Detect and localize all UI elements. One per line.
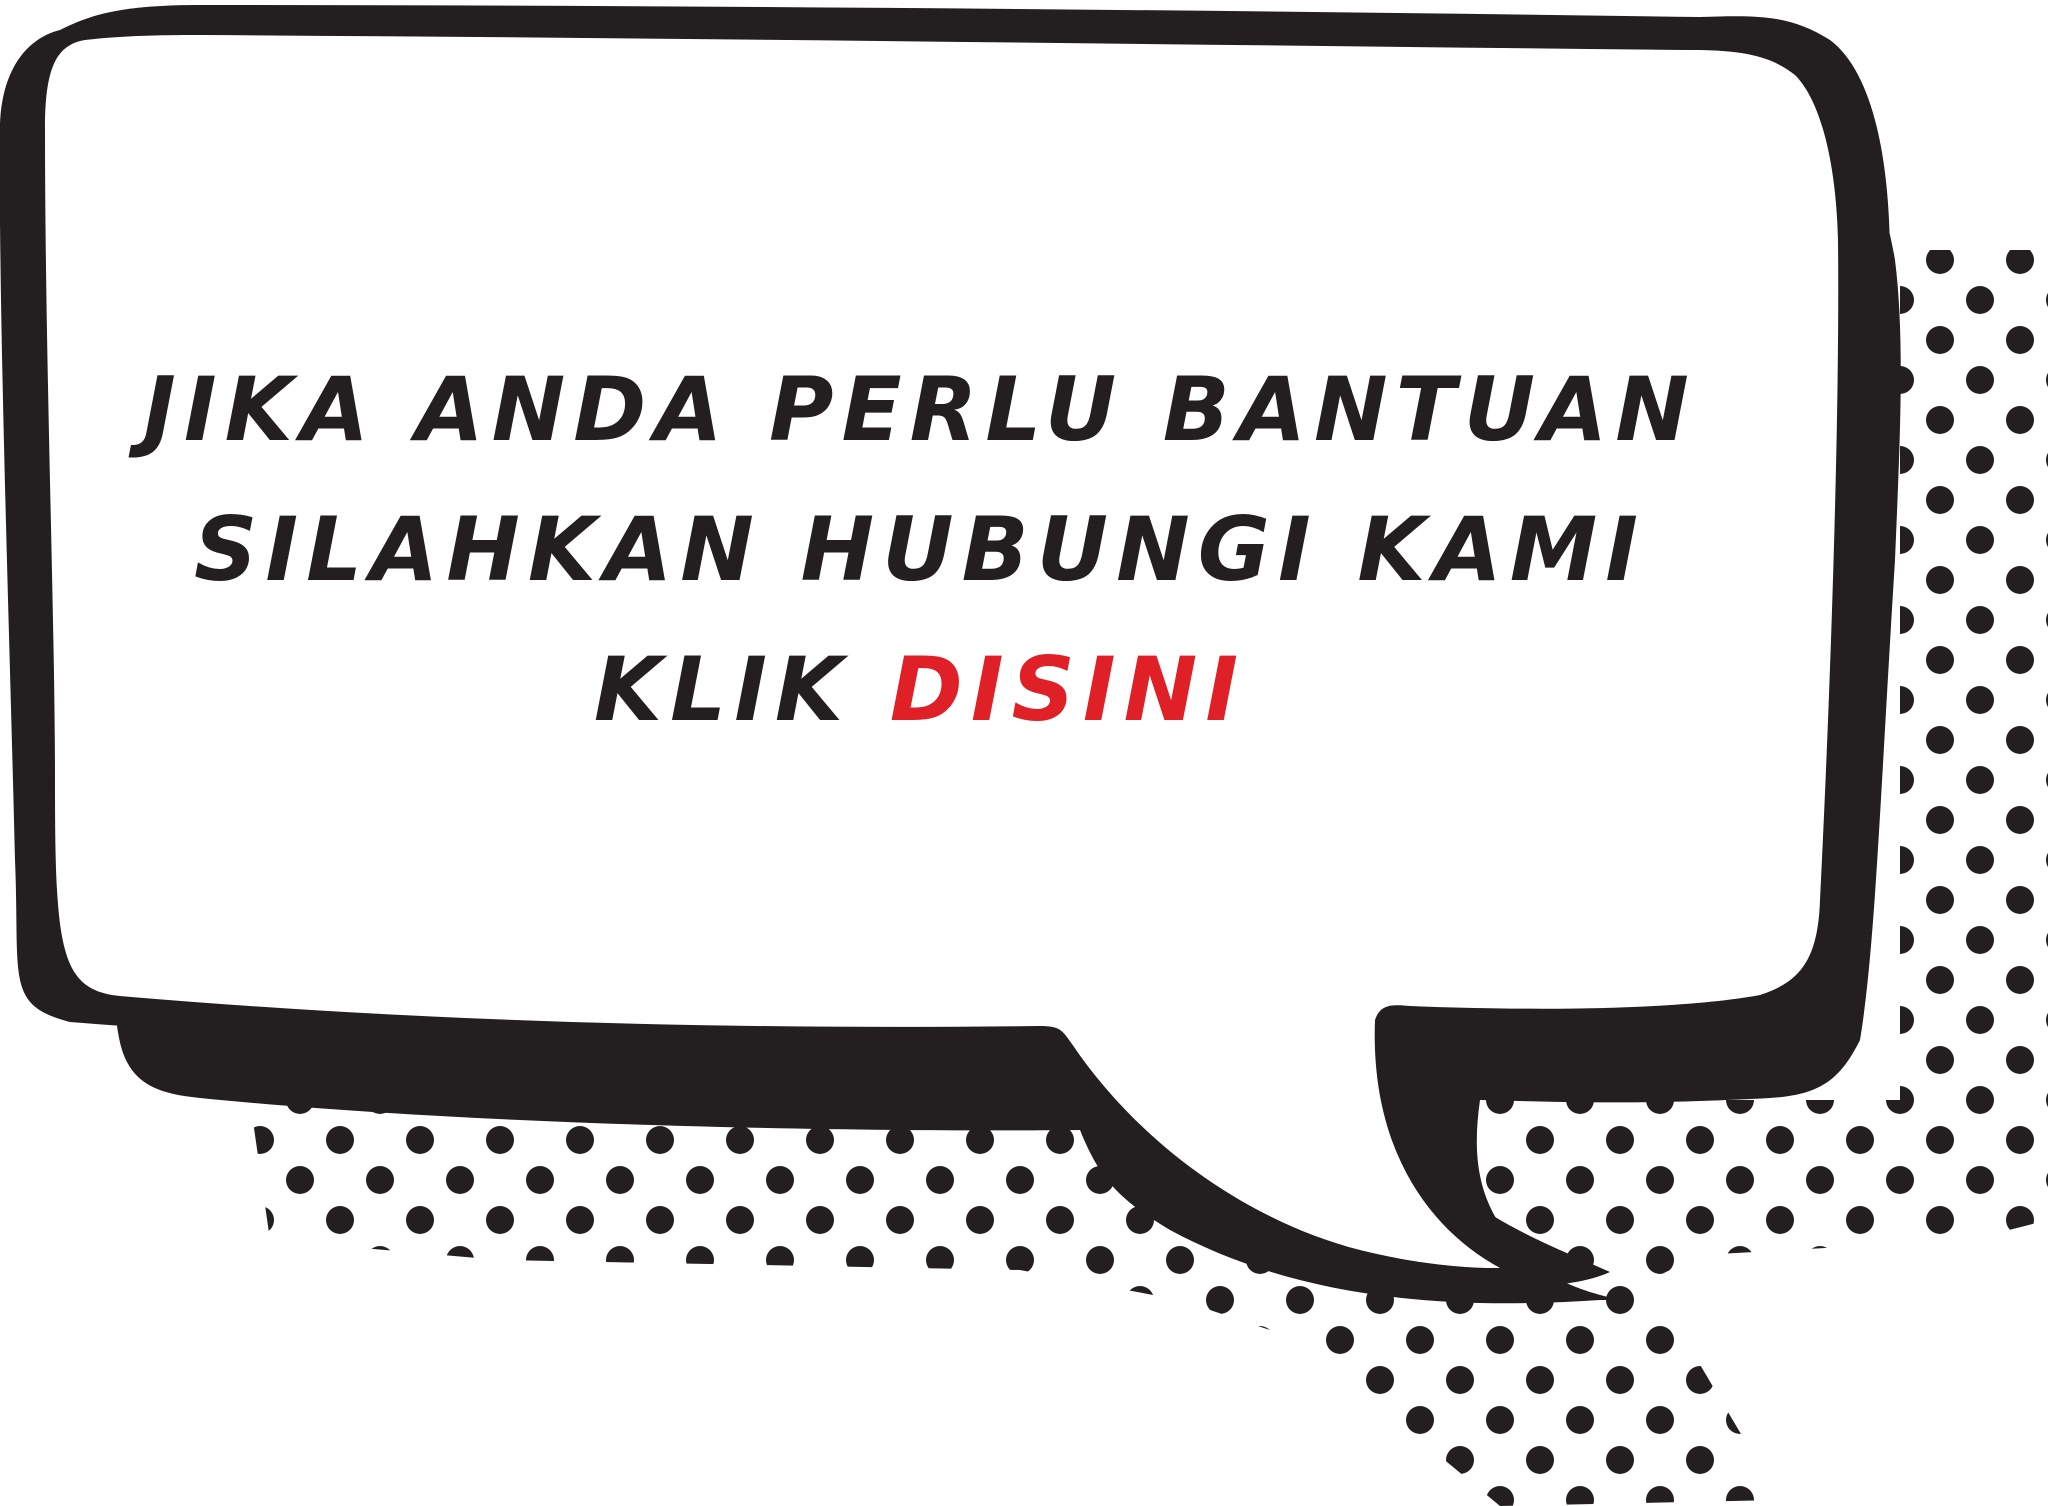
click-here-link[interactable]: DISINI — [889, 638, 1247, 741]
click-prefix: KLIK — [593, 638, 852, 741]
message-line-2: SILAHKAN HUBUNGI KAMI — [193, 498, 1647, 601]
message-line-3 — [60, 620, 1780, 760]
help-message — [60, 340, 1780, 760]
message-line-1: JIKA ANDA PERLU BANTUAN — [143, 358, 1697, 461]
